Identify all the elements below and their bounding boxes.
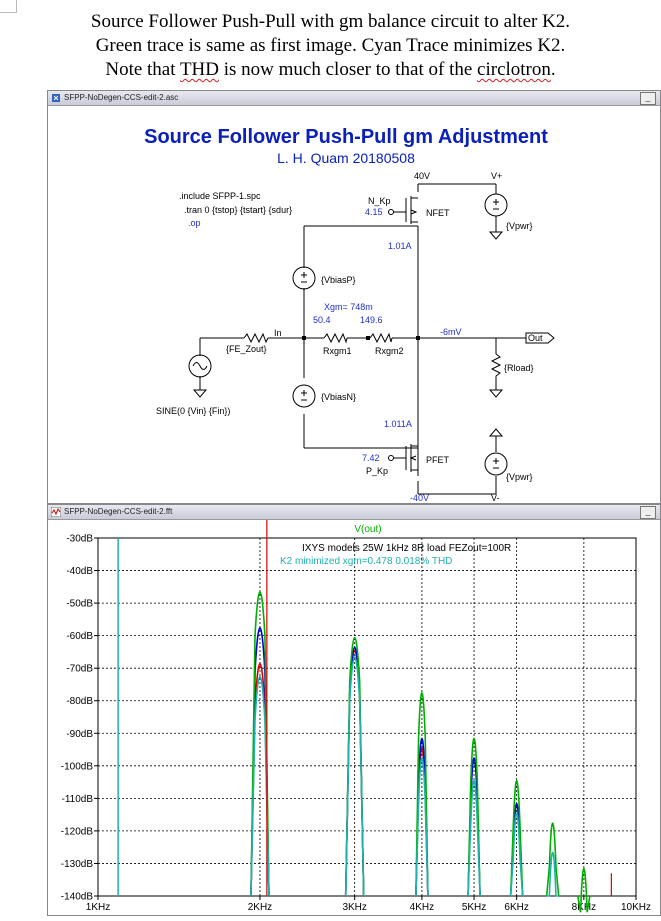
- trace-label: V(out): [354, 524, 382, 535]
- sine-label: SINE(0 {Vin} {Fin}): [156, 406, 231, 416]
- y-tick-label: -100dB: [60, 761, 93, 773]
- y-tick-label: -40dB: [66, 566, 93, 578]
- x-tick-label: 6KHz: [504, 902, 529, 913]
- schematic-file-icon: [51, 93, 61, 103]
- x-tick-label: 3KHz: [342, 902, 367, 913]
- waveform-icon: [51, 507, 61, 517]
- y-tick-label: -140dB: [60, 891, 93, 903]
- caption-thd-word: THD: [179, 59, 219, 80]
- resistors: [244, 334, 502, 397]
- nfet-symbol: [389, 196, 419, 224]
- vbiasp-source: [293, 267, 315, 289]
- caption-circlotron-word: circlotron: [477, 59, 551, 80]
- y-tick-label: -110dB: [61, 793, 93, 805]
- caption: [0, 10, 661, 82]
- y-tick-label: -30dB: [66, 533, 93, 545]
- y-tick-label: -130dB: [60, 858, 93, 870]
- in-label: In: [274, 328, 282, 338]
- vpwr-top-source: [485, 194, 507, 239]
- y-tick-label: -90dB: [66, 728, 93, 740]
- x-tick-label: 5KHz: [461, 902, 487, 913]
- y-tick-label: -70dB: [66, 663, 93, 675]
- vbiasn-source: [293, 385, 315, 407]
- schematic-title: Source Follower Push-Pull gm Adjustment: [144, 126, 548, 148]
- rxgm2-label: Rxgm2: [375, 346, 404, 356]
- vminus-label: V-: [491, 493, 500, 503]
- y-tick-label: -80dB: [66, 696, 93, 708]
- caption-line-3: [0, 58, 661, 82]
- out-voltage: -6mV: [440, 327, 462, 337]
- vpwr-top-label: {Vpwr}: [506, 221, 533, 231]
- nfet-label: NFET: [426, 208, 450, 218]
- p-kp-value: 7.42: [362, 453, 380, 463]
- x-tick-label: 1KHz: [85, 902, 111, 913]
- fft-plot[interactable]: [48, 520, 660, 916]
- x-tick-label: 10KHz: [620, 902, 652, 913]
- r2-value: 149.6: [360, 315, 383, 325]
- directive-tran: .tran 0 {tstop} {tstart} {sdur}: [184, 205, 293, 215]
- out-label: Out: [528, 333, 543, 343]
- schematic-window-title: SFPP-NoDegen-CCS-edit-2.asc: [64, 93, 179, 102]
- y-tick-label: -60dB: [66, 631, 93, 643]
- vpwr-bottom-label: {Vpwr}: [506, 472, 533, 482]
- x-tick-label: 4KHz: [409, 902, 435, 913]
- i-top-label: 1.01A: [388, 241, 412, 251]
- annotation-k2: K2 minimized xgm=0.478 0.018% THD: [280, 556, 453, 567]
- rload-label: {Rload}: [504, 363, 534, 373]
- fft-titlebar[interactable]: [48, 505, 660, 520]
- directive-op: .op: [188, 218, 201, 228]
- schematic-minimize-button[interactable]: _: [640, 92, 656, 105]
- xgm-label: Xgm= 748m: [324, 302, 373, 312]
- x-tick-label: 8KHz: [571, 902, 597, 913]
- caption-text: Note that: [105, 59, 180, 80]
- fft-window[interactable]: [47, 504, 661, 916]
- n-kp-value: 4.15: [365, 207, 383, 217]
- x-tick-label: 2KHz: [247, 902, 273, 913]
- vplus-label: V+: [491, 171, 503, 181]
- fft-minimize-button[interactable]: _: [640, 506, 656, 519]
- rxgm1-label: Rxgm1: [323, 346, 352, 356]
- v-pos-label: 40V: [414, 171, 431, 181]
- schematic-wires: [200, 184, 526, 494]
- schematic-canvas[interactable]: [48, 106, 660, 504]
- caption-text: .: [550, 59, 556, 80]
- n-kp-label: N_Kp: [368, 196, 391, 206]
- schematic-titlebar[interactable]: [48, 91, 660, 106]
- p-kp-label: P_Kp: [366, 466, 389, 476]
- y-axis-ticks: [61, 534, 98, 903]
- schematic-window[interactable]: [47, 90, 661, 504]
- directive-include: .include SFPP-1.spc: [179, 191, 261, 201]
- r1-value: 50.4: [313, 315, 331, 325]
- caption-line-2: Green trace is same as first image. Cyan Trace minimizes K2.: [95, 35, 566, 56]
- fft-window-title: SFPP-NoDegen-CCS-edit-2.fft: [64, 507, 173, 516]
- annotation-models: IXYS models 25W 1kHz 8R load FEZout=100R: [302, 543, 512, 554]
- v-neg-label: -40V: [410, 493, 430, 503]
- y-tick-label: -50dB: [66, 598, 93, 610]
- vbiasp-label: {VbiasP}: [321, 275, 356, 285]
- x-axis-ticks: [86, 896, 651, 913]
- i-bottom-label: 1.011A: [384, 419, 412, 429]
- y-tick-label: -120dB: [60, 826, 93, 838]
- schematic-author: L. H. Quam 20180508: [277, 150, 415, 166]
- pfet-label: PFET: [426, 455, 450, 465]
- caption-line-1: Source Follower Push-Pull with gm balance circuit to alter K2.: [90, 11, 571, 32]
- vbiasn-label: {VbiasN}: [321, 392, 357, 402]
- caption-text: is now much closer to that of the: [219, 59, 478, 80]
- fe-zout-label: {FE_Zout}: [226, 344, 267, 354]
